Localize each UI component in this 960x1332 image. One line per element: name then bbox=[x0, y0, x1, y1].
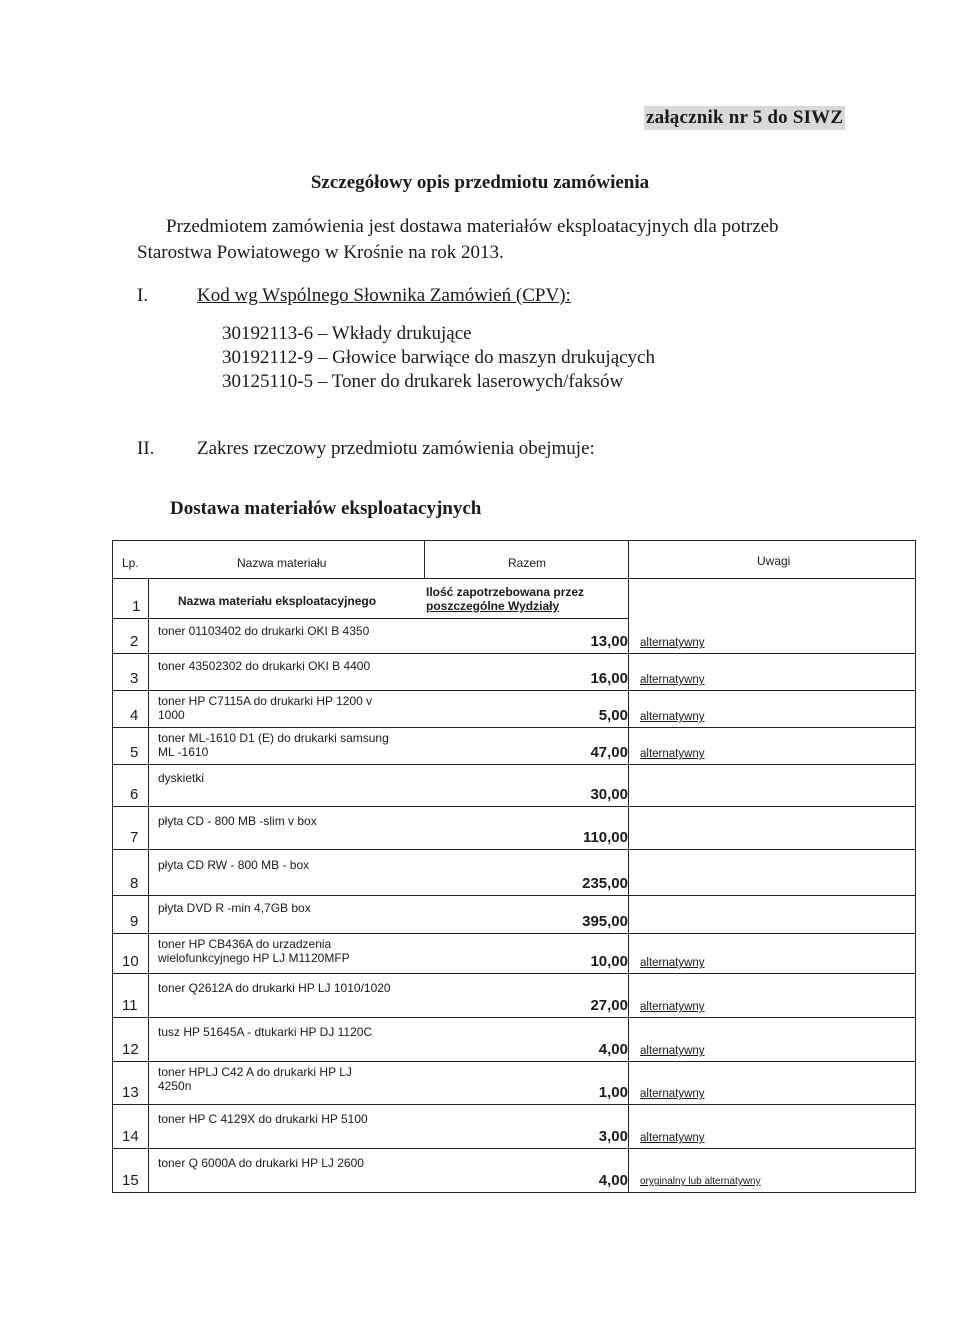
materials-table bbox=[112, 540, 916, 1192]
table-row-divider bbox=[112, 653, 916, 654]
table-row-divider bbox=[112, 764, 916, 765]
cpv-code: 30125110-5 – Toner do drukarek laserowych/faksów bbox=[222, 371, 624, 392]
row-lp: 11 bbox=[122, 997, 138, 1014]
table-row-divider bbox=[112, 806, 916, 807]
row-quantity: 47,00 bbox=[590, 744, 628, 761]
header-total: Razem bbox=[508, 556, 547, 570]
row-material-name: 1000 bbox=[158, 708, 185, 722]
subheader-qty-line-2: poszczególne Wydziały bbox=[426, 599, 560, 613]
row-quantity: 16,00 bbox=[590, 670, 628, 687]
table-row-divider bbox=[112, 849, 916, 850]
row-note: alternatywny bbox=[640, 1045, 705, 1057]
row-quantity: 4,00 bbox=[598, 1172, 628, 1189]
row-material-name: 4250n bbox=[158, 1079, 192, 1093]
row-note: oryginalny lub alternatywny bbox=[640, 1176, 761, 1187]
row-lp: 7 bbox=[130, 829, 139, 846]
row-note: alternatywny bbox=[640, 637, 705, 649]
section-2-number: II. bbox=[137, 438, 155, 459]
row-material-name: toner HPLJ C42 A do drukarki HP LJ bbox=[158, 1065, 352, 1079]
row-quantity: 10,00 bbox=[590, 953, 628, 970]
column-divider-name bbox=[424, 540, 425, 578]
table-row-divider bbox=[112, 933, 916, 934]
row-lp: 4 bbox=[130, 707, 139, 724]
table-row-divider bbox=[112, 1061, 916, 1062]
table-row-divider bbox=[112, 690, 916, 691]
table-header-divider bbox=[112, 578, 916, 579]
section-2-title: Zakres rzeczowy przedmiotu zamówienia obejmuje: bbox=[197, 438, 595, 459]
table-row-divider bbox=[112, 1192, 916, 1193]
row-quantity: 1,00 bbox=[598, 1084, 628, 1101]
row-material-name: toner HP CB436A do urzadzenia bbox=[158, 937, 332, 951]
row-note: alternatywny bbox=[640, 674, 705, 686]
column-divider-lp bbox=[148, 578, 149, 1192]
row-material-name: płyta CD - 800 MB -slim v box bbox=[158, 813, 317, 828]
table-border-right-lower bbox=[915, 578, 916, 1192]
row-lp: 8 bbox=[130, 875, 139, 892]
header-name: Nazwa materiału bbox=[237, 556, 327, 570]
table-border-left bbox=[112, 540, 113, 1192]
table-row-divider bbox=[112, 1148, 916, 1149]
table-subtitle: Dostawa materiałów eksploatacyjnych bbox=[170, 498, 482, 519]
intro-paragraph bbox=[137, 214, 843, 266]
row-material-name: toner 01103402 do drukarki OKI B 4350 bbox=[158, 624, 370, 638]
row-lp: 10 bbox=[122, 953, 139, 970]
table-border-top bbox=[112, 540, 916, 541]
row-quantity: 235,00 bbox=[582, 875, 628, 892]
row-lp: 5 bbox=[130, 744, 139, 761]
row-note: alternatywny bbox=[640, 957, 705, 969]
header-notes: Uwagi bbox=[757, 554, 791, 568]
header-lp: Lp. bbox=[122, 556, 139, 570]
row-lp: 15 bbox=[122, 1172, 139, 1189]
subheader-number: 1 bbox=[132, 598, 141, 615]
row-material-name: toner 43502302 do drukarki OKI B 4400 bbox=[158, 659, 371, 673]
row-material-name: płyta DVD R -min 4,7GB box bbox=[158, 901, 311, 915]
row-note: alternatywny bbox=[640, 748, 705, 760]
row-material-name: toner HP C 4129X do drukarki HP 5100 bbox=[158, 1112, 368, 1126]
row-quantity: 30,00 bbox=[590, 786, 628, 803]
cpv-code-list bbox=[222, 322, 655, 394]
table-row-divider bbox=[112, 727, 916, 728]
row-quantity: 110,00 bbox=[582, 829, 628, 846]
row-note: alternatywny bbox=[640, 1001, 705, 1013]
row-quantity: 395,00 bbox=[582, 913, 628, 930]
section-1-title: Kod wg Wspólnego Słownika Zamówień (CPV): bbox=[197, 285, 571, 306]
row-lp: 3 bbox=[130, 670, 139, 687]
row-note: alternatywny bbox=[640, 711, 705, 723]
intro-line-2: Starostwa Powiatowego w Krośnie na rok 2013. bbox=[137, 242, 504, 263]
row-material-name: tusz HP 51645A - dtukarki HP DJ 1120C bbox=[158, 1025, 373, 1039]
row-note: alternatywny bbox=[640, 1088, 705, 1100]
row-quantity: 27,00 bbox=[590, 997, 628, 1014]
table-row-divider bbox=[112, 895, 916, 896]
document-title: Szczegółowy opis przedmiotu zamówienia bbox=[310, 172, 650, 193]
table-row-divider bbox=[112, 973, 916, 974]
row-material-name: toner ML-1610 D1 (E) do drukarki samsung bbox=[158, 731, 389, 745]
row-lp: 12 bbox=[122, 1041, 139, 1058]
row-lp: 13 bbox=[122, 1084, 139, 1101]
row-material-name: dyskietki bbox=[158, 771, 205, 785]
cpv-code: 30192113-6 – Wkłady drukujące bbox=[222, 323, 472, 344]
row-lp: 2 bbox=[130, 633, 139, 650]
row-material-name: wielofunkcyjnego HP LJ M1120MFP bbox=[158, 951, 350, 965]
row-material-name: toner Q2612A do drukarki HP LJ 1010/1020 bbox=[158, 981, 391, 995]
row-note: alternatywny bbox=[640, 1132, 705, 1144]
row-quantity: 13,00 bbox=[590, 633, 628, 650]
table-row-divider bbox=[112, 1104, 916, 1105]
row-quantity: 3,00 bbox=[598, 1128, 628, 1145]
row-material-name: toner Q 6000A do drukarki HP LJ 2600 bbox=[158, 1156, 364, 1170]
attachment-label: załącznik nr 5 do SIWZ bbox=[646, 107, 844, 128]
intro-line-1: Przedmiotem zamówienia jest dostawa materiałów eksploatacyjnych dla potrzeb bbox=[166, 216, 779, 237]
row-material-name: płyta CD RW - 800 MB - box bbox=[158, 858, 310, 872]
row-material-name: toner HP C7115A do drukarki HP 1200 v bbox=[158, 694, 373, 708]
table-row-divider bbox=[112, 1017, 916, 1018]
row-quantity: 5,00 bbox=[598, 707, 628, 724]
row-lp: 6 bbox=[130, 786, 139, 803]
row-lp: 14 bbox=[122, 1128, 139, 1145]
column-divider-qty bbox=[628, 540, 629, 1192]
section-1-number: I. bbox=[137, 285, 149, 306]
table-border-right bbox=[915, 540, 916, 578]
row-quantity: 4,00 bbox=[598, 1041, 628, 1058]
subheader-name: Nazwa materiału eksploatacyjnego bbox=[178, 594, 377, 608]
cpv-code: 30192112-9 – Głowice barwiące do maszyn drukujących bbox=[222, 347, 655, 368]
row-material-name: ML -1610 bbox=[158, 745, 209, 759]
table-subheader-divider bbox=[112, 618, 628, 619]
row-lp: 9 bbox=[130, 913, 139, 930]
subheader-qty-line-1: Ilość zapotrzebowana przez bbox=[426, 585, 585, 599]
